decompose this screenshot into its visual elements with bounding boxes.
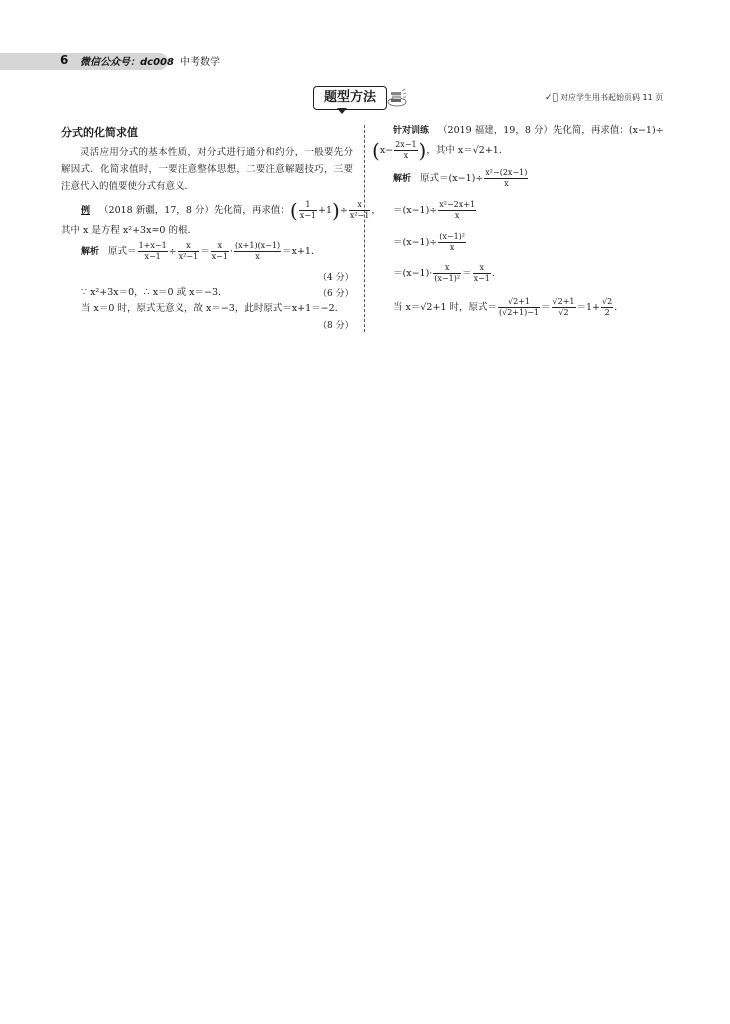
training-fraction: $\frac{2x-1}{x}$: [395, 140, 417, 160]
training-label: 针对训练: [393, 126, 430, 136]
training-statement: [393, 124, 664, 138]
score-6: （6 分）: [318, 289, 354, 299]
section-title: 分式的化简求值: [61, 126, 138, 139]
example-label: 例: [81, 206, 91, 216]
example-solution-line-2: ∵ x²+3x＝0，∴ x＝0 或 x＝−3．: [81, 287, 228, 298]
training-solution-line-3: ＝(x−1)÷ $\frac{\text{(x−1)²}}{x}$: [393, 232, 466, 252]
score-8: （8 分）: [318, 321, 354, 331]
column-divider: [364, 125, 365, 332]
solution-label: 解析: [81, 247, 100, 257]
intro-paragraph: 灵活应用分式的基本性质，对分式进行通分和约分，一般要先分解因式．化简求值时，一要注意整体思想，二要注意解题技巧，三要注意代入的值要使分式有意义．: [61, 147, 353, 192]
page-reference-text: 对应学生用书起始页码 11 页: [559, 93, 664, 102]
example-condition: 其中 x 是方程 x²+3x=0 的根．: [61, 225, 197, 236]
badge-pointer: [337, 108, 347, 114]
example-solution-line-3: 当 x＝0 时，原式无意义，故 x＝−3，此时原式＝x+1＝−2．: [81, 303, 345, 314]
training-solution-line-5: 当 x＝√2+1 时，原式＝ $\frac{√2+1}{(√2+1)-1}$ ＝ $\frac{√2+1}{√2}$ ＝1+ $\frac{√2}{2}$ ．: [393, 297, 624, 317]
page-reference: [545, 92, 663, 104]
subject-title: 中考数学: [180, 57, 220, 68]
example-fraction-1: $\frac{1}{x-1}$: [299, 200, 317, 220]
example-fraction-2: $\frac{x}{\text{x²−1}}$: [349, 200, 370, 220]
training-solution-line-2: ＝(x−1)÷ $\frac{\text{x²−2x+1}}{x}$: [393, 200, 476, 220]
book-stack-icon: [386, 88, 408, 108]
example-solution-line-1: 解析 原式＝ $\frac{1+x-1}{x-1}$ ÷ $\frac{x}{\text{x²−1}}$ ＝ $\frac{x}{x-1}$ · $\frac{(x+1)(x-1)}{x}$ ＝x+1．: [81, 241, 321, 261]
training-solution-label: 解析: [393, 174, 412, 184]
page-number: 6: [60, 53, 69, 67]
check-circle-icon: ✓⃝: [545, 93, 558, 103]
training-source: （2019 福建，19，8 分）先化简，再求值：(x−1)÷: [438, 125, 664, 136]
score-4: （4 分）: [318, 273, 354, 283]
method-badge: 题型方法: [313, 86, 387, 110]
wechat-account: 微信公众号：dc008: [80, 57, 174, 68]
example-source: （2018 新疆，17，8 分）先化简，再求值：: [99, 205, 290, 216]
training-expression: (x− $\frac{2x-1}{x}$ )，其中 x＝√2+1．: [372, 138, 509, 163]
training-solution-line-1: 解析 原式＝(x−1)÷ $\frac{\text{x²−(2x−1)}}{x}$: [393, 168, 528, 188]
training-solution-line-4: ＝(x−1)· $\frac{x}{\text{(x−1)²}}$ ＝ $\frac{x}{x-1}$ ．: [393, 263, 502, 283]
example-statement: 例 （2018 新疆，17，8 分）先化简，再求值：( $\frac{1}{x-1}$ +1)÷ $\frac{x}{\text{x²−1}}$ ，: [81, 198, 381, 223]
